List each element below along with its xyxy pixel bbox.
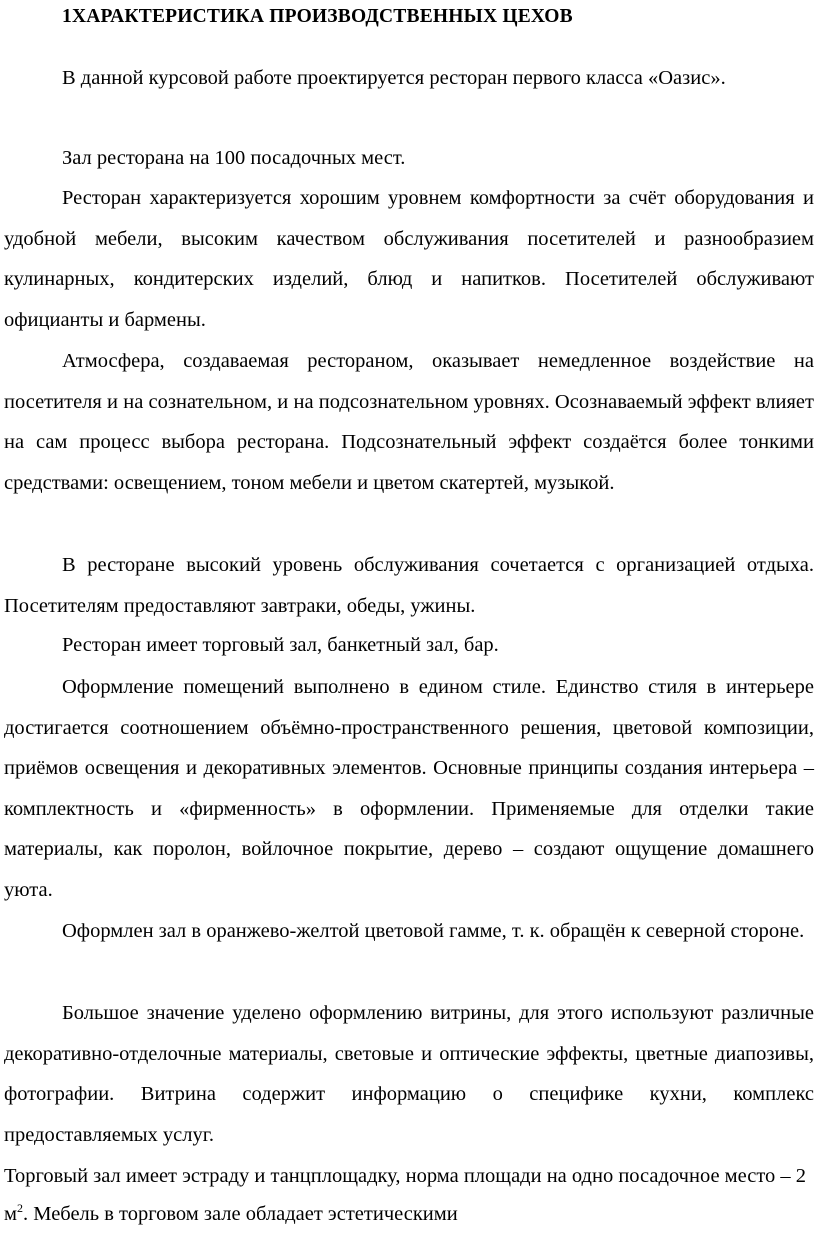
paragraph-interior: Оформление помещений выполнено в едином стиле. Единство стиля в интерьере достигается соотношением объёмно-пространственного решения, цветовой композиции, приёмов освещения и декоративных элементов. Основные принципы создания интерьера – комплектность и «фирменность» в оформлении. Применяемые для отделки такие материалы, как поролон, войлочное покрытие, дерево – создают ощущение домашнего уюта. xyxy=(4,676,814,901)
paragraph-project: В данной курсовой работе проектируется ресторан первого класса «Оазис». xyxy=(62,67,726,89)
trading-hall-text-continued: . Мебель в торговом зале обладает эстетическими xyxy=(22,1203,458,1225)
paragraph-showcase: Большое значение уделено оформлению витрины, для этого используют различные декоративно-отделочные материалы, световые и оптические эффекты, цветные диапозивы, фотографии. Витрина содержит информацию о специфике кухни, комплекс предоставляемых услуг. xyxy=(4,1002,814,1146)
trading-hall-text: Торговый зал имеет эстраду и танцплощадку, норма площади на одно посадочное место – 2 м xyxy=(4,1165,807,1225)
square-meter-superscript: 2 xyxy=(16,1201,23,1216)
paragraph-halls: Ресторан имеет торговый зал, банкетный зал, бар. xyxy=(62,634,499,656)
paragraph-atmosphere: Атмосфера, создаваемая рестораном, оказывает немедленное воздействие на посетителя и на сознательном, и на подсознательном уровнях. Осознаваемый эффект влияет на сам процесс выбора ресторана. Подсознательный эффект создаётся более тонкими средствами: освещением, тоном мебели и цветом скатертей, музыкой. xyxy=(4,350,814,494)
paragraph-service: В ресторане высокий уровень обслуживания сочетается с организацией отдыха. Посетителям предоставляют завтраки, обеды, ужины. xyxy=(4,554,814,617)
paragraph-trading-hall xyxy=(4,1157,814,1233)
page-title: 1ХАРАКТЕРИСТИКА ПРОИЗВОДСТВЕННЫХ ЦЕХОВ xyxy=(62,6,573,27)
paragraph-seats: Зал ресторана на 100 посадочных мест. xyxy=(62,147,406,169)
paragraph-comfort: Ресторан характеризуется хорошим уровнем комфортности за счёт оборудования и удобной мебели, высоким качеством обслуживания посетителей и разнообразием кулинарных, кондитерских изделий, блюд и напитков. Посетителей обслуживают официанты и бармены. xyxy=(4,187,814,331)
paragraph-color-scheme: Оформлен зал в оранжево-желтой цветовой гамме, т. к. обращён к северной стороне. xyxy=(62,920,805,942)
